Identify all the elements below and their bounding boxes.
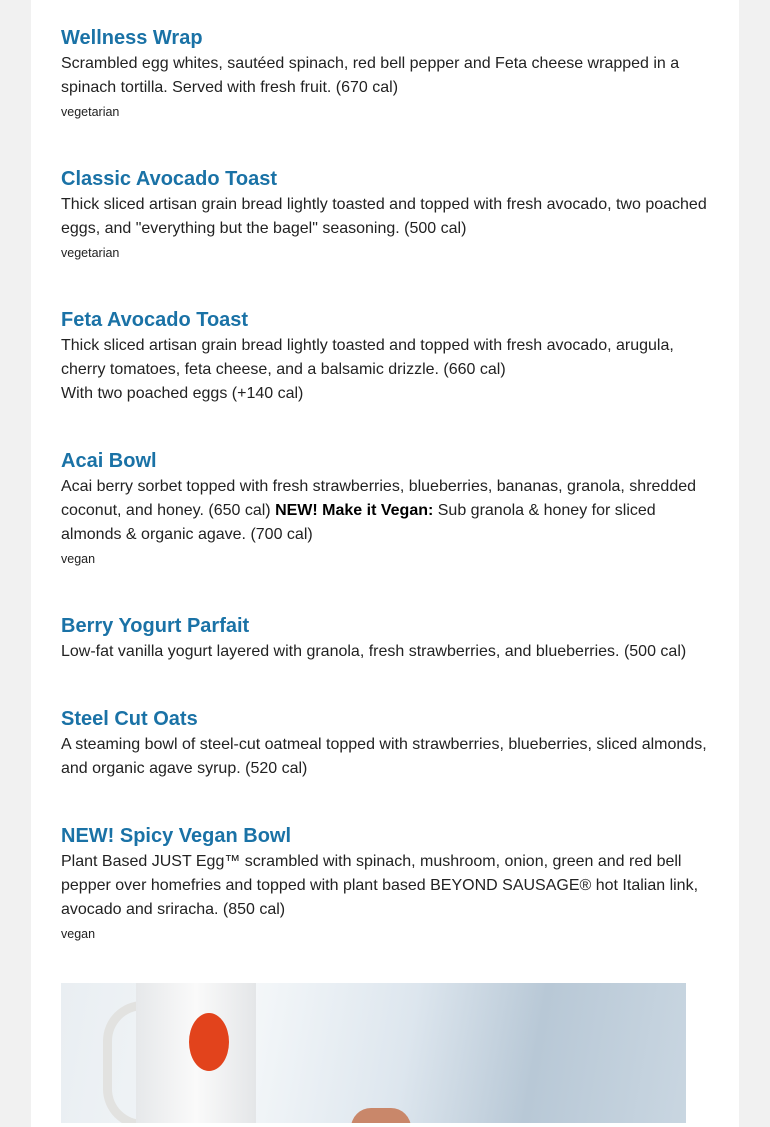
item-title: Acai Bowl: [61, 450, 157, 472]
diet-tag: vegan: [61, 927, 96, 941]
item-description: Plant Based JUST Egg™ scrambled with spinach, mushroom, onion, green and red bell pepper over homefries and topped with plant based BEYOND SAUSAGE® hot Italian link, avocado and sriracha. (850 cal): [61, 853, 699, 918]
item-description: A steaming bowl of steel-cut oatmeal topped with strawberries, blueberries, sliced almonds, and organic agave syrup. (520 cal): [61, 736, 707, 777]
item-description: Thick sliced artisan grain bread lightly toasted and topped with fresh avocado, arugula, cherry tomatoes, feta cheese, and a balsamic drizzle. (660 cal): [61, 337, 674, 378]
item-title: NEW! Spicy Vegan Bowl: [61, 825, 292, 847]
menu-item: [61, 449, 711, 571]
item-title: Feta Avocado Toast: [61, 309, 249, 331]
menu-list: [61, 26, 711, 1123]
menu-item: [61, 308, 711, 406]
menu-item: [61, 26, 711, 124]
menu-item: [61, 707, 711, 781]
menu-item: [61, 167, 711, 265]
menu-item: [61, 614, 711, 664]
item-addon: With two poached eggs (+140 cal): [61, 385, 304, 402]
diet-tag: vegan: [61, 552, 96, 566]
item-description: [61, 475, 711, 547]
item-description: Scrambled egg whites, sautéed spinach, red bell pepper and Feta cheese wrapped in a spinach tortilla. Served with fresh fruit. (670 cal): [61, 55, 680, 96]
item-title: Wellness Wrap: [61, 27, 203, 49]
diet-tag: vegetarian: [61, 105, 120, 119]
food-bowl: [351, 1108, 411, 1123]
vegan-option-label: NEW! Make it Vegan:: [275, 502, 434, 519]
menu-item: [61, 824, 711, 946]
item-title: Steel Cut Oats: [61, 708, 198, 730]
diet-tag: vegetarian: [61, 246, 120, 260]
item-description: Thick sliced artisan grain bread lightly toasted and topped with fresh avocado, two poached eggs, and "everything but the bagel" seasoning. (500 cal): [61, 196, 707, 237]
menu-panel: [31, 0, 739, 1127]
description-text: Acai berry sorbet topped with fresh strawberries, blueberries, bananas, granola, shredded coconut, and honey. (650 cal): [61, 478, 697, 519]
mug-logo: [189, 1013, 229, 1071]
breakfast-photo: [61, 983, 686, 1123]
vegan-option-text: Sub granola & honey for sliced almonds & organic agave. (700 cal): [61, 502, 656, 543]
item-description: Low-fat vanilla yogurt layered with granola, fresh strawberries, and blueberries. (500 cal): [61, 643, 687, 660]
item-title: Classic Avocado Toast: [61, 168, 277, 190]
item-title: Berry Yogurt Parfait: [61, 615, 250, 637]
